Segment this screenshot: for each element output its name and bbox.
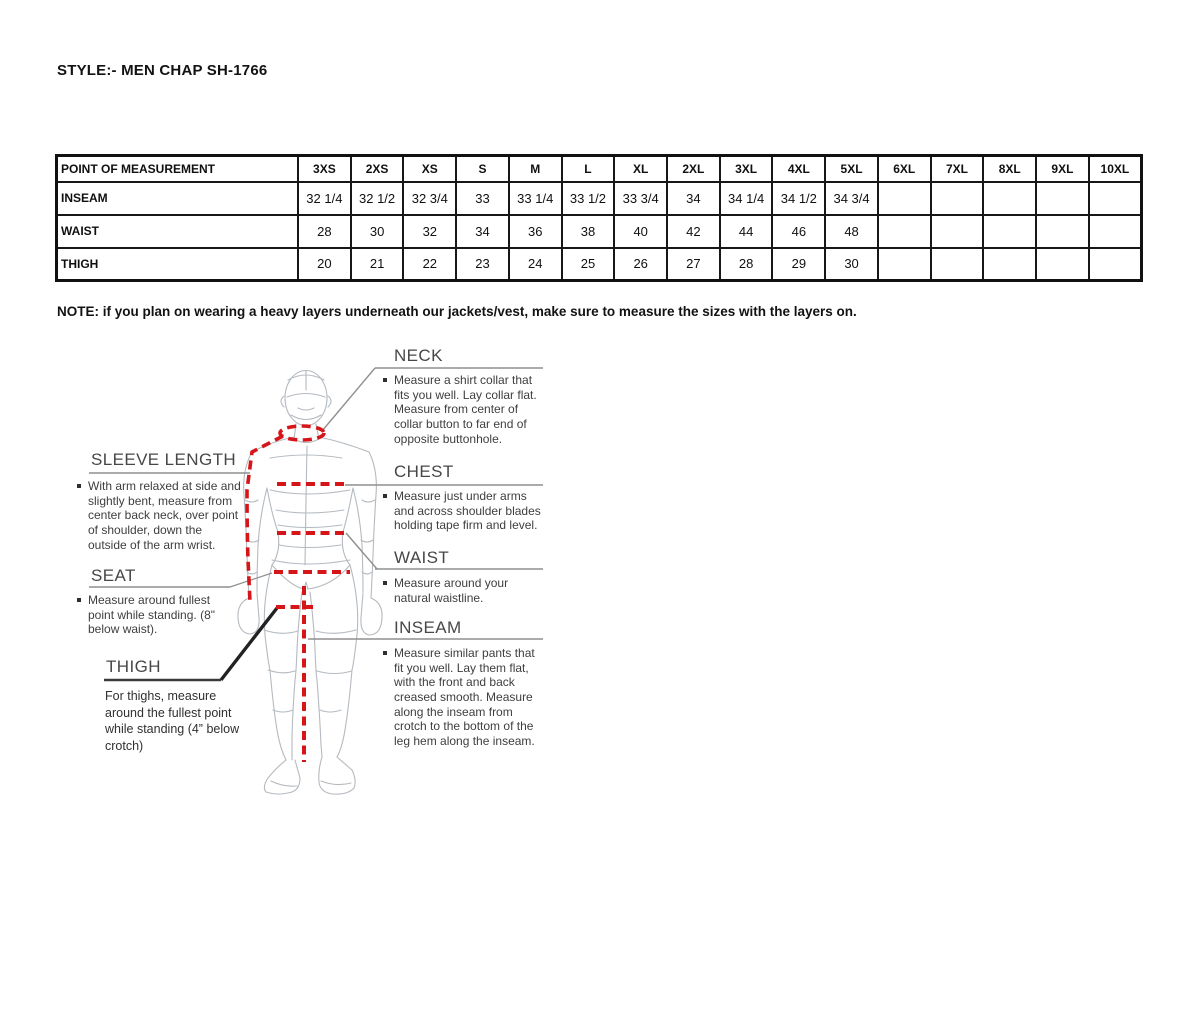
size-value-cell (878, 215, 931, 248)
inseam-description: Measure similar pants that fit you well. Lay them flat, with the front and back creased smooth. Measure along the inseam from crotch to the bottom of the leg hem along the inseam. (383, 646, 545, 748)
size-value-cell: 22 (403, 248, 456, 281)
thigh-leader-line (221, 608, 277, 680)
column-header-size: 4XL (772, 156, 825, 182)
measurement-diagram (0, 340, 1200, 1026)
size-value-cell: 44 (720, 215, 773, 248)
column-header-size: 5XL (825, 156, 878, 182)
size-value-cell: 48 (825, 215, 878, 248)
row-label: INSEAM (57, 182, 299, 215)
size-value-cell: 32 1/4 (298, 182, 351, 215)
size-value-cell (1089, 182, 1142, 215)
bullet-icon (383, 494, 387, 498)
bullet-icon (383, 581, 387, 585)
size-value-cell (1036, 248, 1089, 281)
size-value-cell (983, 248, 1036, 281)
seat-heading: SEAT (91, 566, 136, 585)
size-value-cell: 33 1/2 (562, 182, 615, 215)
seat-description: Measure around fullest point while standing. (8" below waist). (77, 593, 217, 637)
size-value-cell: 38 (562, 215, 615, 248)
table-row (57, 248, 1142, 281)
size-value-cell: 21 (351, 248, 404, 281)
size-value-cell: 24 (509, 248, 562, 281)
size-chart-body (57, 182, 1142, 281)
size-chart-table (55, 154, 1143, 282)
size-value-cell: 36 (509, 215, 562, 248)
table-row (57, 182, 1142, 215)
size-value-cell: 28 (720, 248, 773, 281)
size-value-cell (1036, 215, 1089, 248)
column-header-size: 7XL (931, 156, 984, 182)
bullet-icon (77, 598, 81, 602)
size-value-cell: 34 3/4 (825, 182, 878, 215)
size-value-cell (1089, 248, 1142, 281)
size-value-cell: 30 (825, 248, 878, 281)
sleeve-measure-line (247, 436, 283, 602)
size-value-cell: 34 (456, 215, 509, 248)
size-value-cell: 33 1/4 (509, 182, 562, 215)
column-header-size: XL (614, 156, 667, 182)
size-value-cell: 25 (562, 248, 615, 281)
sleeve-length-description: With arm relaxed at side and slightly bent, measure from center back neck, over point of shoulder, down the outside of the arm wrist. (77, 479, 242, 552)
size-value-cell: 42 (667, 215, 720, 248)
waist-description: Measure around your natural waistline. (383, 576, 533, 605)
bullet-icon (383, 651, 387, 655)
size-value-cell: 32 1/2 (351, 182, 404, 215)
size-value-cell (983, 215, 1036, 248)
size-value-cell: 40 (614, 215, 667, 248)
size-value-cell (931, 182, 984, 215)
size-value-cell: 20 (298, 248, 351, 281)
size-value-cell: 34 (667, 182, 720, 215)
inseam-heading: INSEAM (394, 618, 462, 637)
size-value-cell (1036, 182, 1089, 215)
column-header-size: L (562, 156, 615, 182)
size-value-cell: 29 (772, 248, 825, 281)
row-label: WAIST (57, 215, 299, 248)
size-value-cell: 23 (456, 248, 509, 281)
column-header-size: 3XS (298, 156, 351, 182)
row-label: THIGH (57, 248, 299, 281)
column-header-size: 2XS (351, 156, 404, 182)
size-value-cell: 27 (667, 248, 720, 281)
size-chart-head-row (57, 156, 1142, 182)
sleeve-length-heading: SLEEVE LENGTH (91, 450, 237, 469)
column-header-size: 8XL (983, 156, 1036, 182)
column-header-size: XS (403, 156, 456, 182)
human-figure-wireframe (238, 371, 382, 795)
column-header-size: M (509, 156, 562, 182)
seat-leader-line (230, 573, 272, 587)
bullet-icon (383, 378, 387, 382)
size-value-cell: 34 1/4 (720, 182, 773, 215)
note-text: NOTE: if you plan on wearing a heavy layers underneath our jackets/vest, make sure to measure the sizes with the layers on. (57, 304, 857, 319)
column-header-size: 3XL (720, 156, 773, 182)
neck-description: Measure a shirt collar that fits you well. Lay collar flat. Measure from center of collar button to far end of opposite buttonhole. (383, 373, 543, 446)
thigh-description: For thighs, measure around the fullest point while standing (4” below crotch) (105, 689, 240, 753)
page-title: STYLE:- MEN CHAP SH-1766 (57, 62, 268, 79)
size-value-cell (983, 182, 1036, 215)
size-value-cell: 46 (772, 215, 825, 248)
size-value-cell: 33 (456, 182, 509, 215)
neck-heading: NECK (394, 346, 443, 365)
column-header-size: 9XL (1036, 156, 1089, 182)
thigh-heading: THIGH (106, 657, 161, 676)
size-value-cell: 34 1/2 (772, 182, 825, 215)
size-value-cell: 30 (351, 215, 404, 248)
column-header-size: 2XL (667, 156, 720, 182)
size-value-cell: 33 3/4 (614, 182, 667, 215)
column-header-size: S (456, 156, 509, 182)
column-header-point-of-measurement: POINT OF MEASUREMENT (57, 156, 299, 182)
column-header-size: 6XL (878, 156, 931, 182)
table-row (57, 215, 1142, 248)
size-value-cell (931, 248, 984, 281)
size-value-cell: 32 (403, 215, 456, 248)
waist-heading: WAIST (394, 548, 450, 567)
neck-leader-line (322, 368, 375, 431)
chest-description: Measure just under arms and across shoulder blades holding tape firm and level. (383, 489, 543, 533)
size-value-cell (878, 182, 931, 215)
bullet-icon (77, 484, 81, 488)
size-value-cell (878, 248, 931, 281)
size-value-cell (1089, 215, 1142, 248)
column-header-size: 10XL (1089, 156, 1142, 182)
size-value-cell: 32 3/4 (403, 182, 456, 215)
chest-heading: CHEST (394, 462, 454, 481)
size-value-cell (931, 215, 984, 248)
size-value-cell: 28 (298, 215, 351, 248)
size-value-cell: 26 (614, 248, 667, 281)
